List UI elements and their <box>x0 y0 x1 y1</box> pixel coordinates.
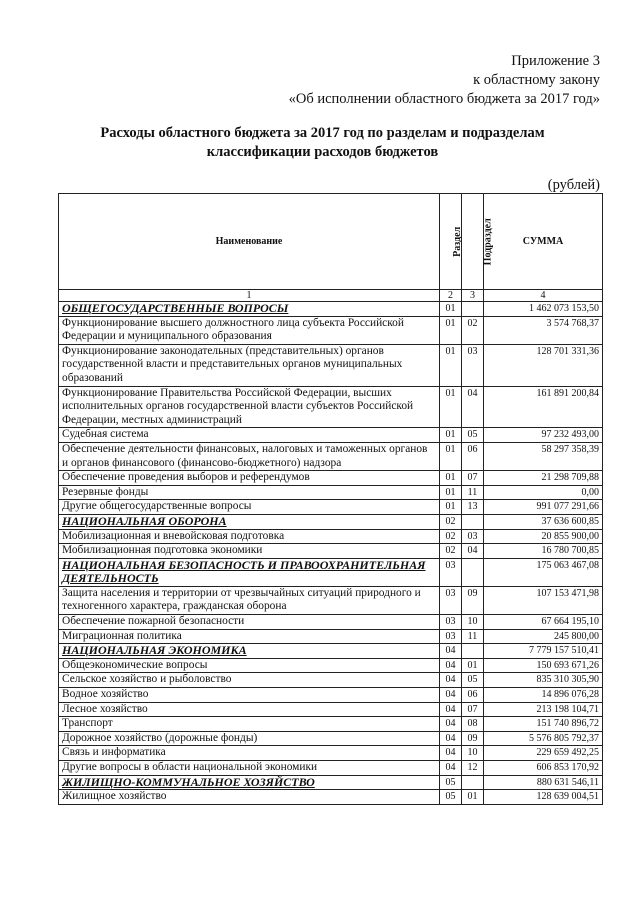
row-subsection-code: 13 <box>462 500 484 515</box>
row-subsection-code: 10 <box>462 746 484 761</box>
row-name: Мобилизационная подготовка экономики <box>59 544 440 559</box>
row-sum: 97 232 493,00 <box>484 428 603 443</box>
table-section-row <box>59 302 603 317</box>
table-row <box>59 485 603 500</box>
table-row <box>59 658 603 673</box>
table-section-row <box>59 644 603 659</box>
row-sum: 107 153 471,98 <box>484 586 603 614</box>
col-number-3: 3 <box>462 290 484 302</box>
row-subsection-code: 09 <box>462 731 484 746</box>
row-sum: 128 639 004,51 <box>484 790 603 805</box>
row-name: Общеэкономические вопросы <box>59 658 440 673</box>
header-subsection-label: Подраздел <box>482 217 494 266</box>
row-sum: 7 779 157 510,41 <box>484 644 603 659</box>
row-sum: 58 297 358,39 <box>484 442 603 470</box>
row-subsection-code: 06 <box>462 688 484 703</box>
row-section-code: 02 <box>440 514 462 529</box>
row-subsection-code: 04 <box>462 544 484 559</box>
row-sum: 3 574 768,37 <box>484 316 603 344</box>
row-name: Дорожное хозяйство (дорожные фонды) <box>59 731 440 746</box>
table-row <box>59 673 603 688</box>
row-sum: 229 659 492,25 <box>484 746 603 761</box>
row-name: Миграционная политика <box>59 629 440 644</box>
row-section-code: 04 <box>440 644 462 659</box>
table-row <box>59 316 603 344</box>
row-sum: 37 636 600,85 <box>484 514 603 529</box>
row-sum: 161 891 200,84 <box>484 386 603 428</box>
table-row <box>59 586 603 614</box>
row-sum: 16 780 700,85 <box>484 544 603 559</box>
row-name: НАЦИОНАЛЬНАЯ ЭКОНОМИКА <box>59 644 440 659</box>
row-sum: 835 310 305,90 <box>484 673 603 688</box>
table-section-row <box>59 775 603 790</box>
row-sum: 213 198 104,71 <box>484 702 603 717</box>
row-subsection-code <box>462 302 484 317</box>
expenditure-table <box>58 193 603 805</box>
units-label: (рублей) <box>547 177 600 193</box>
row-sum: 21 298 709,88 <box>484 471 603 486</box>
table-row <box>59 790 603 805</box>
table-row <box>59 731 603 746</box>
row-subsection-code <box>462 514 484 529</box>
table-row <box>59 386 603 428</box>
row-sum: 1 462 073 153,50 <box>484 302 603 317</box>
row-subsection-code: 08 <box>462 717 484 732</box>
row-sum: 991 077 291,66 <box>484 500 603 515</box>
row-name: Функционирование высшего должностного лица субъекта Российской Федерации и муниципального образования <box>59 316 440 344</box>
row-sum: 606 853 170,92 <box>484 761 603 776</box>
row-section-code: 01 <box>440 386 462 428</box>
row-name: Резервные фонды <box>59 485 440 500</box>
row-section-code: 04 <box>440 673 462 688</box>
col-number-1: 1 <box>59 290 440 302</box>
document-title <box>40 124 605 162</box>
row-section-code: 01 <box>440 428 462 443</box>
col-number-2: 2 <box>440 290 462 302</box>
row-section-code: 03 <box>440 615 462 630</box>
table-row <box>59 544 603 559</box>
row-subsection-code: 04 <box>462 386 484 428</box>
row-section-code: 01 <box>440 500 462 515</box>
row-name: ОБЩЕГОСУДАРСТВЕННЫЕ ВОПРОСЫ <box>59 302 440 317</box>
row-subsection-code: 05 <box>462 428 484 443</box>
row-subsection-code: 02 <box>462 316 484 344</box>
row-name: Другие вопросы в области национальной экономики <box>59 761 440 776</box>
row-name: НАЦИОНАЛЬНАЯ ОБОРОНА <box>59 514 440 529</box>
row-subsection-code: 03 <box>462 529 484 544</box>
row-subsection-code: 09 <box>462 586 484 614</box>
row-sum: 67 664 195,10 <box>484 615 603 630</box>
row-subsection-code: 07 <box>462 471 484 486</box>
row-name: Лесное хозяйство <box>59 702 440 717</box>
row-section-code: 05 <box>440 790 462 805</box>
column-number-row <box>59 290 603 302</box>
table-header-row <box>59 194 603 290</box>
annex-line-2: к областному закону <box>473 72 600 88</box>
row-sum: 20 855 900,00 <box>484 529 603 544</box>
row-section-code: 01 <box>440 302 462 317</box>
row-subsection-code: 01 <box>462 790 484 805</box>
row-subsection-code <box>462 775 484 790</box>
table-row <box>59 746 603 761</box>
row-name: Другие общегосударственные вопросы <box>59 500 440 515</box>
row-section-code: 01 <box>440 344 462 386</box>
table-row <box>59 471 603 486</box>
table-row <box>59 428 603 443</box>
row-section-code: 03 <box>440 629 462 644</box>
header-sum: СУММА <box>484 194 603 290</box>
row-section-code: 01 <box>440 442 462 470</box>
row-name: Функционирование Правительства Российской Федерации, высших исполнительных органов государственной власти субъектов Российской Федерации, местных администраций <box>59 386 440 428</box>
row-sum: 128 701 331,36 <box>484 344 603 386</box>
row-section-code: 05 <box>440 775 462 790</box>
row-name: Обеспечение проведения выборов и референдумов <box>59 471 440 486</box>
col-number-4: 4 <box>484 290 603 302</box>
row-name: НАЦИОНАЛЬНАЯ БЕЗОПАСНОСТЬ И ПРАВООХРАНИТЕЛЬНАЯ ДЕЯТЕЛЬНОСТЬ <box>59 558 440 586</box>
row-section-code: 02 <box>440 544 462 559</box>
table-row <box>59 761 603 776</box>
table-row <box>59 629 603 644</box>
row-section-code: 04 <box>440 702 462 717</box>
row-section-code: 02 <box>440 529 462 544</box>
title-line-2: классификации расходов бюджетов <box>206 144 439 160</box>
row-name: Обеспечение деятельности финансовых, налоговых и таможенных органов и органов финансового (финансово-бюджетного) надзора <box>59 442 440 470</box>
table-row <box>59 500 603 515</box>
row-name: Мобилизационная и вневойсковая подготовка <box>59 529 440 544</box>
title-line-1: Расходы областного бюджета за 2017 год по разделам и подразделам <box>100 125 545 141</box>
header-section <box>440 194 462 290</box>
table-row <box>59 615 603 630</box>
annex-line-1: Приложение 3 <box>511 53 600 69</box>
row-subsection-code: 01 <box>462 658 484 673</box>
row-section-code: 04 <box>440 746 462 761</box>
table-row <box>59 344 603 386</box>
row-section-code: 04 <box>440 658 462 673</box>
row-subsection-code <box>462 558 484 586</box>
row-sum: 14 896 076,28 <box>484 688 603 703</box>
row-section-code: 03 <box>440 558 462 586</box>
row-subsection-code: 12 <box>462 761 484 776</box>
row-section-code: 03 <box>440 586 462 614</box>
row-name: Судебная система <box>59 428 440 443</box>
row-name: Защита населения и территории от чрезвычайных ситуаций природного и техногенного характера, гражданская оборона <box>59 586 440 614</box>
row-name: Обеспечение пожарной безопасности <box>59 615 440 630</box>
row-section-code: 01 <box>440 485 462 500</box>
row-subsection-code: 10 <box>462 615 484 630</box>
row-subsection-code: 05 <box>462 673 484 688</box>
row-sum: 0,00 <box>484 485 603 500</box>
row-subsection-code: 07 <box>462 702 484 717</box>
row-sum: 150 693 671,26 <box>484 658 603 673</box>
table-row <box>59 702 603 717</box>
row-name: Транспорт <box>59 717 440 732</box>
table-row <box>59 688 603 703</box>
table-row <box>59 717 603 732</box>
row-sum: 5 576 805 792,37 <box>484 731 603 746</box>
row-section-code: 04 <box>440 717 462 732</box>
row-section-code: 04 <box>440 731 462 746</box>
row-sum: 175 063 467,08 <box>484 558 603 586</box>
row-name: Связь и информатика <box>59 746 440 761</box>
row-name: Функционирование законодательных (представительных) органов государственной власти и представительных органов муниципальных образований <box>59 344 440 386</box>
row-name: Водное хозяйство <box>59 688 440 703</box>
row-sum: 151 740 896,72 <box>484 717 603 732</box>
row-section-code: 04 <box>440 761 462 776</box>
row-sum: 880 631 546,11 <box>484 775 603 790</box>
row-subsection-code: 11 <box>462 629 484 644</box>
row-subsection-code: 03 <box>462 344 484 386</box>
row-subsection-code: 11 <box>462 485 484 500</box>
table-section-row <box>59 514 603 529</box>
row-subsection-code <box>462 644 484 659</box>
row-sum: 245 800,00 <box>484 629 603 644</box>
row-section-code: 01 <box>440 471 462 486</box>
row-name: Жилищное хозяйство <box>59 790 440 805</box>
header-name: Наименование <box>59 194 440 290</box>
row-section-code: 04 <box>440 688 462 703</box>
table-section-row <box>59 558 603 586</box>
header-section-label: Раздел <box>452 226 464 257</box>
table-row <box>59 442 603 470</box>
row-name: Сельское хозяйство и рыболовство <box>59 673 440 688</box>
table-row <box>59 529 603 544</box>
annex-line-3: «Об исполнении областного бюджета за 2017 год» <box>288 91 600 107</box>
table-body <box>59 302 603 805</box>
row-section-code: 01 <box>440 316 462 344</box>
row-subsection-code: 06 <box>462 442 484 470</box>
row-name: ЖИЛИЩНО-КОММУНАЛЬНОЕ ХОЗЯЙСТВО <box>59 775 440 790</box>
annex-header <box>289 52 600 109</box>
